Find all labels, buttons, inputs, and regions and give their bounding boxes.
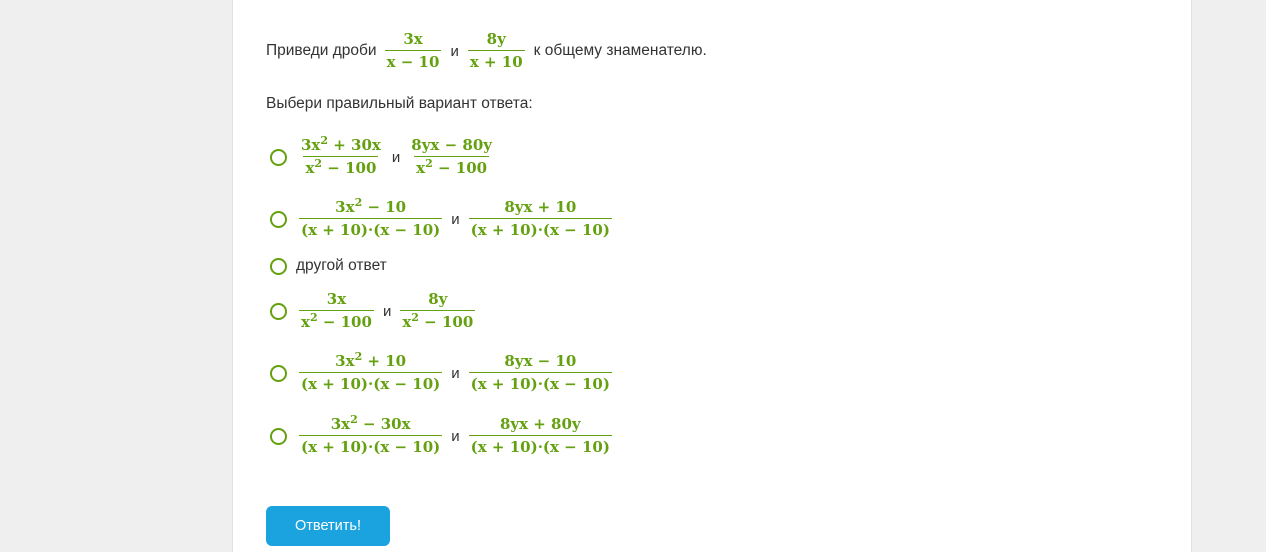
fraction-numerator: 3x <box>326 290 347 309</box>
term: 3x <box>301 136 321 155</box>
term: − 10 <box>362 198 407 217</box>
term: 3x <box>330 415 351 434</box>
fraction-denominator: (x + 10)·(x − 10) <box>299 218 442 240</box>
fraction-denominator <box>299 310 374 332</box>
fraction-denominator <box>303 156 378 178</box>
fraction-denominator: (x + 10)·(x − 10) <box>469 218 612 240</box>
fraction-numerator <box>329 415 413 435</box>
option-connector: и <box>382 302 392 320</box>
option-connector: и <box>451 210 460 228</box>
exponent: 2 <box>354 350 363 364</box>
term: − 100 <box>317 313 372 331</box>
fraction-numerator: 8y <box>428 290 448 309</box>
task-fraction-2 <box>468 30 525 72</box>
task-card <box>232 0 1192 552</box>
fraction-denominator <box>414 156 489 178</box>
task-prefix: Приведи дроби <box>266 42 377 59</box>
fraction-denominator: (x + 10)·(x − 10) <box>469 372 612 394</box>
radio-button[interactable] <box>270 258 287 275</box>
fraction-denominator: (x + 10)·(x − 10) <box>469 435 612 457</box>
fraction-numerator <box>333 352 408 372</box>
term: − 30x <box>357 415 411 434</box>
term: − 100 <box>432 159 488 177</box>
fraction-numerator: 8yx − 80y <box>411 136 492 155</box>
option-text: другой ответ <box>296 257 387 274</box>
term: + 30x <box>328 136 381 155</box>
fraction-denominator: x + 10 <box>468 50 525 72</box>
radio-button[interactable] <box>270 303 287 320</box>
fraction-numerator <box>333 198 408 218</box>
option-connector: и <box>391 148 401 166</box>
task-connector: и <box>450 42 459 60</box>
option-fraction-1 <box>299 415 442 457</box>
fraction-numerator: 8y <box>486 30 506 49</box>
term: x <box>416 159 426 177</box>
fraction-numerator: 8yx + 80y <box>499 415 581 434</box>
option-connector: и <box>451 427 460 445</box>
task-fraction-1 <box>385 30 442 72</box>
task-statement <box>266 26 707 76</box>
option-fraction-1 <box>299 136 383 178</box>
term: x <box>301 313 310 331</box>
submit-answer-button[interactable]: Ответить! <box>266 506 390 546</box>
option-fraction-2 <box>400 290 475 332</box>
option-fraction-1 <box>299 290 374 332</box>
option-fraction-1 <box>299 352 442 394</box>
option-fraction-1 <box>299 198 442 240</box>
fraction-denominator: (x + 10)·(x − 10) <box>299 435 442 457</box>
term: + 10 <box>362 352 407 371</box>
fraction-numerator: 8yx − 10 <box>504 352 577 371</box>
option-fraction-2 <box>409 136 494 178</box>
answer-prompt: Выбери правильный вариант ответа: <box>266 95 533 112</box>
exponent: 2 <box>411 311 419 324</box>
term: x <box>305 159 315 177</box>
term: − 100 <box>322 159 377 177</box>
term: 3x <box>335 352 355 371</box>
answer-option[interactable] <box>266 241 387 291</box>
exponent: 2 <box>350 413 358 427</box>
fraction-numerator: 3x <box>403 30 423 49</box>
option-connector: и <box>451 364 460 382</box>
fraction-numerator: 8yx + 10 <box>504 198 577 217</box>
answer-option[interactable] <box>266 286 478 336</box>
radio-button[interactable] <box>270 428 287 445</box>
fraction-numerator <box>299 136 383 156</box>
fraction-denominator: (x + 10)·(x − 10) <box>299 372 442 394</box>
term: 3x <box>335 198 355 217</box>
answer-option[interactable] <box>266 194 615 244</box>
fraction-denominator <box>400 310 475 332</box>
answer-option[interactable] <box>266 411 615 461</box>
exponent: 2 <box>354 196 363 210</box>
answer-option[interactable] <box>266 348 615 398</box>
radio-button[interactable] <box>270 149 287 166</box>
term: − 100 <box>418 313 474 331</box>
exponent: 2 <box>320 134 329 148</box>
fraction-denominator: x − 10 <box>385 50 442 72</box>
exponent: 2 <box>425 157 433 170</box>
term: x <box>402 313 412 331</box>
option-fraction-2 <box>469 198 612 240</box>
answer-option[interactable] <box>266 132 497 182</box>
radio-button[interactable] <box>270 365 287 382</box>
radio-button[interactable] <box>270 211 287 228</box>
option-fraction-2 <box>469 415 612 457</box>
option-fraction-2 <box>469 352 612 394</box>
exponent: 2 <box>314 157 323 170</box>
task-suffix: к общему знаменателю. <box>533 42 707 59</box>
exponent: 2 <box>309 311 318 324</box>
